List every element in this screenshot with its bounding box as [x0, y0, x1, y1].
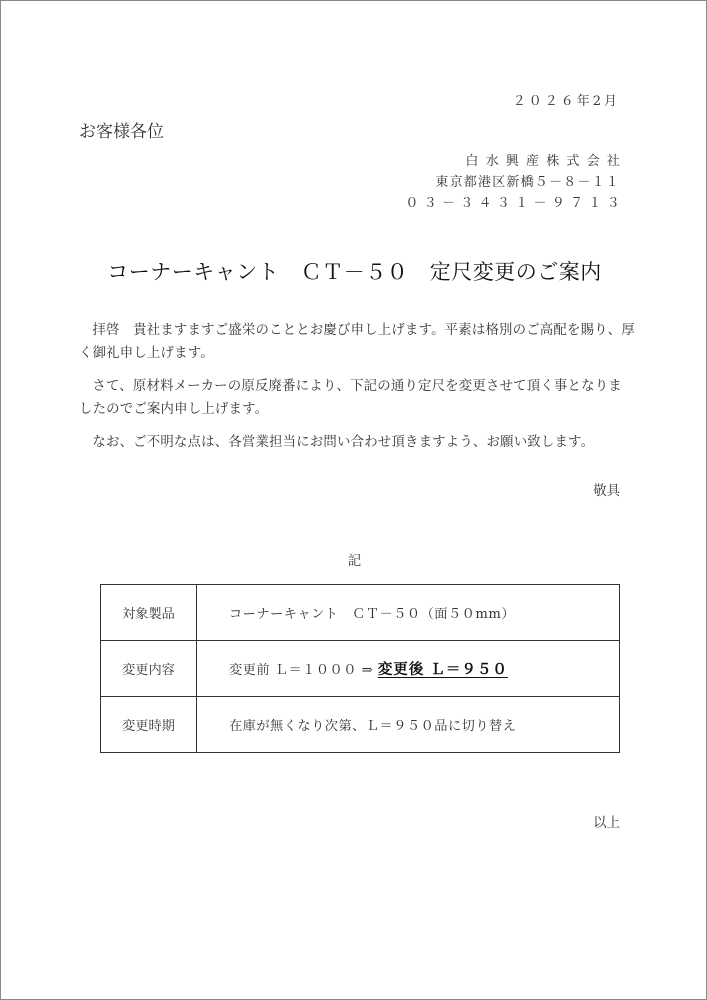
- value-before: 変更前 Ｌ＝１０００ ⇒: [229, 663, 378, 678]
- row-value-change-timing: 在庫が無くなり次第、Ｌ＝９５０品に切り替え: [197, 697, 620, 753]
- table-row: [101, 641, 620, 697]
- document-date: ２０２６年2月: [512, 94, 620, 109]
- body-paragraph-greeting: 拝啓 貴社ますますご盛栄のこととお慶び申し上げます。平素は格別のご高配を賜り、厚く御礼申し上げます。: [79, 323, 635, 361]
- details-table: [100, 584, 620, 753]
- sender-address: 東京都港区新橋５－８－１１: [435, 175, 620, 190]
- closing-keigu: 敬具: [593, 484, 620, 499]
- row-value-target-product: コーナーキャント ＣＴ－５０（面５０mm）: [197, 585, 620, 641]
- row-label-change-content: 変更内容: [101, 641, 197, 697]
- ki-heading: 記: [347, 554, 362, 569]
- row-label-change-timing: 変更時期: [101, 697, 197, 753]
- body-paragraph-inquiry: なお、ご不明な点は、各営業担当にお問い合わせ頂きますよう、お願い致します。: [92, 435, 595, 450]
- document-title: コーナーキャント ＣＴ－５０ 定尺変更のご案内: [107, 260, 602, 284]
- recipient: お客様各位: [79, 122, 164, 142]
- end-ijou: 以上: [593, 816, 620, 831]
- sender-company: 白水興産株式会社: [465, 154, 627, 169]
- value-after-emphasis: 変更後 Ｌ＝９５０: [377, 662, 508, 678]
- body-paragraph-notice: さて、原材料メーカーの原反廃番により、下記の通り定尺を変更させて頂く事となりましたのでご案内申し上げます。: [79, 379, 622, 417]
- table-row: [101, 585, 620, 641]
- sender-block: [405, 151, 627, 214]
- table-row: [101, 697, 620, 753]
- row-label-target-product: 対象製品: [101, 585, 197, 641]
- row-value-change-content: [197, 641, 620, 697]
- sender-phone: ０３－３４３１－９７１３: [405, 196, 625, 211]
